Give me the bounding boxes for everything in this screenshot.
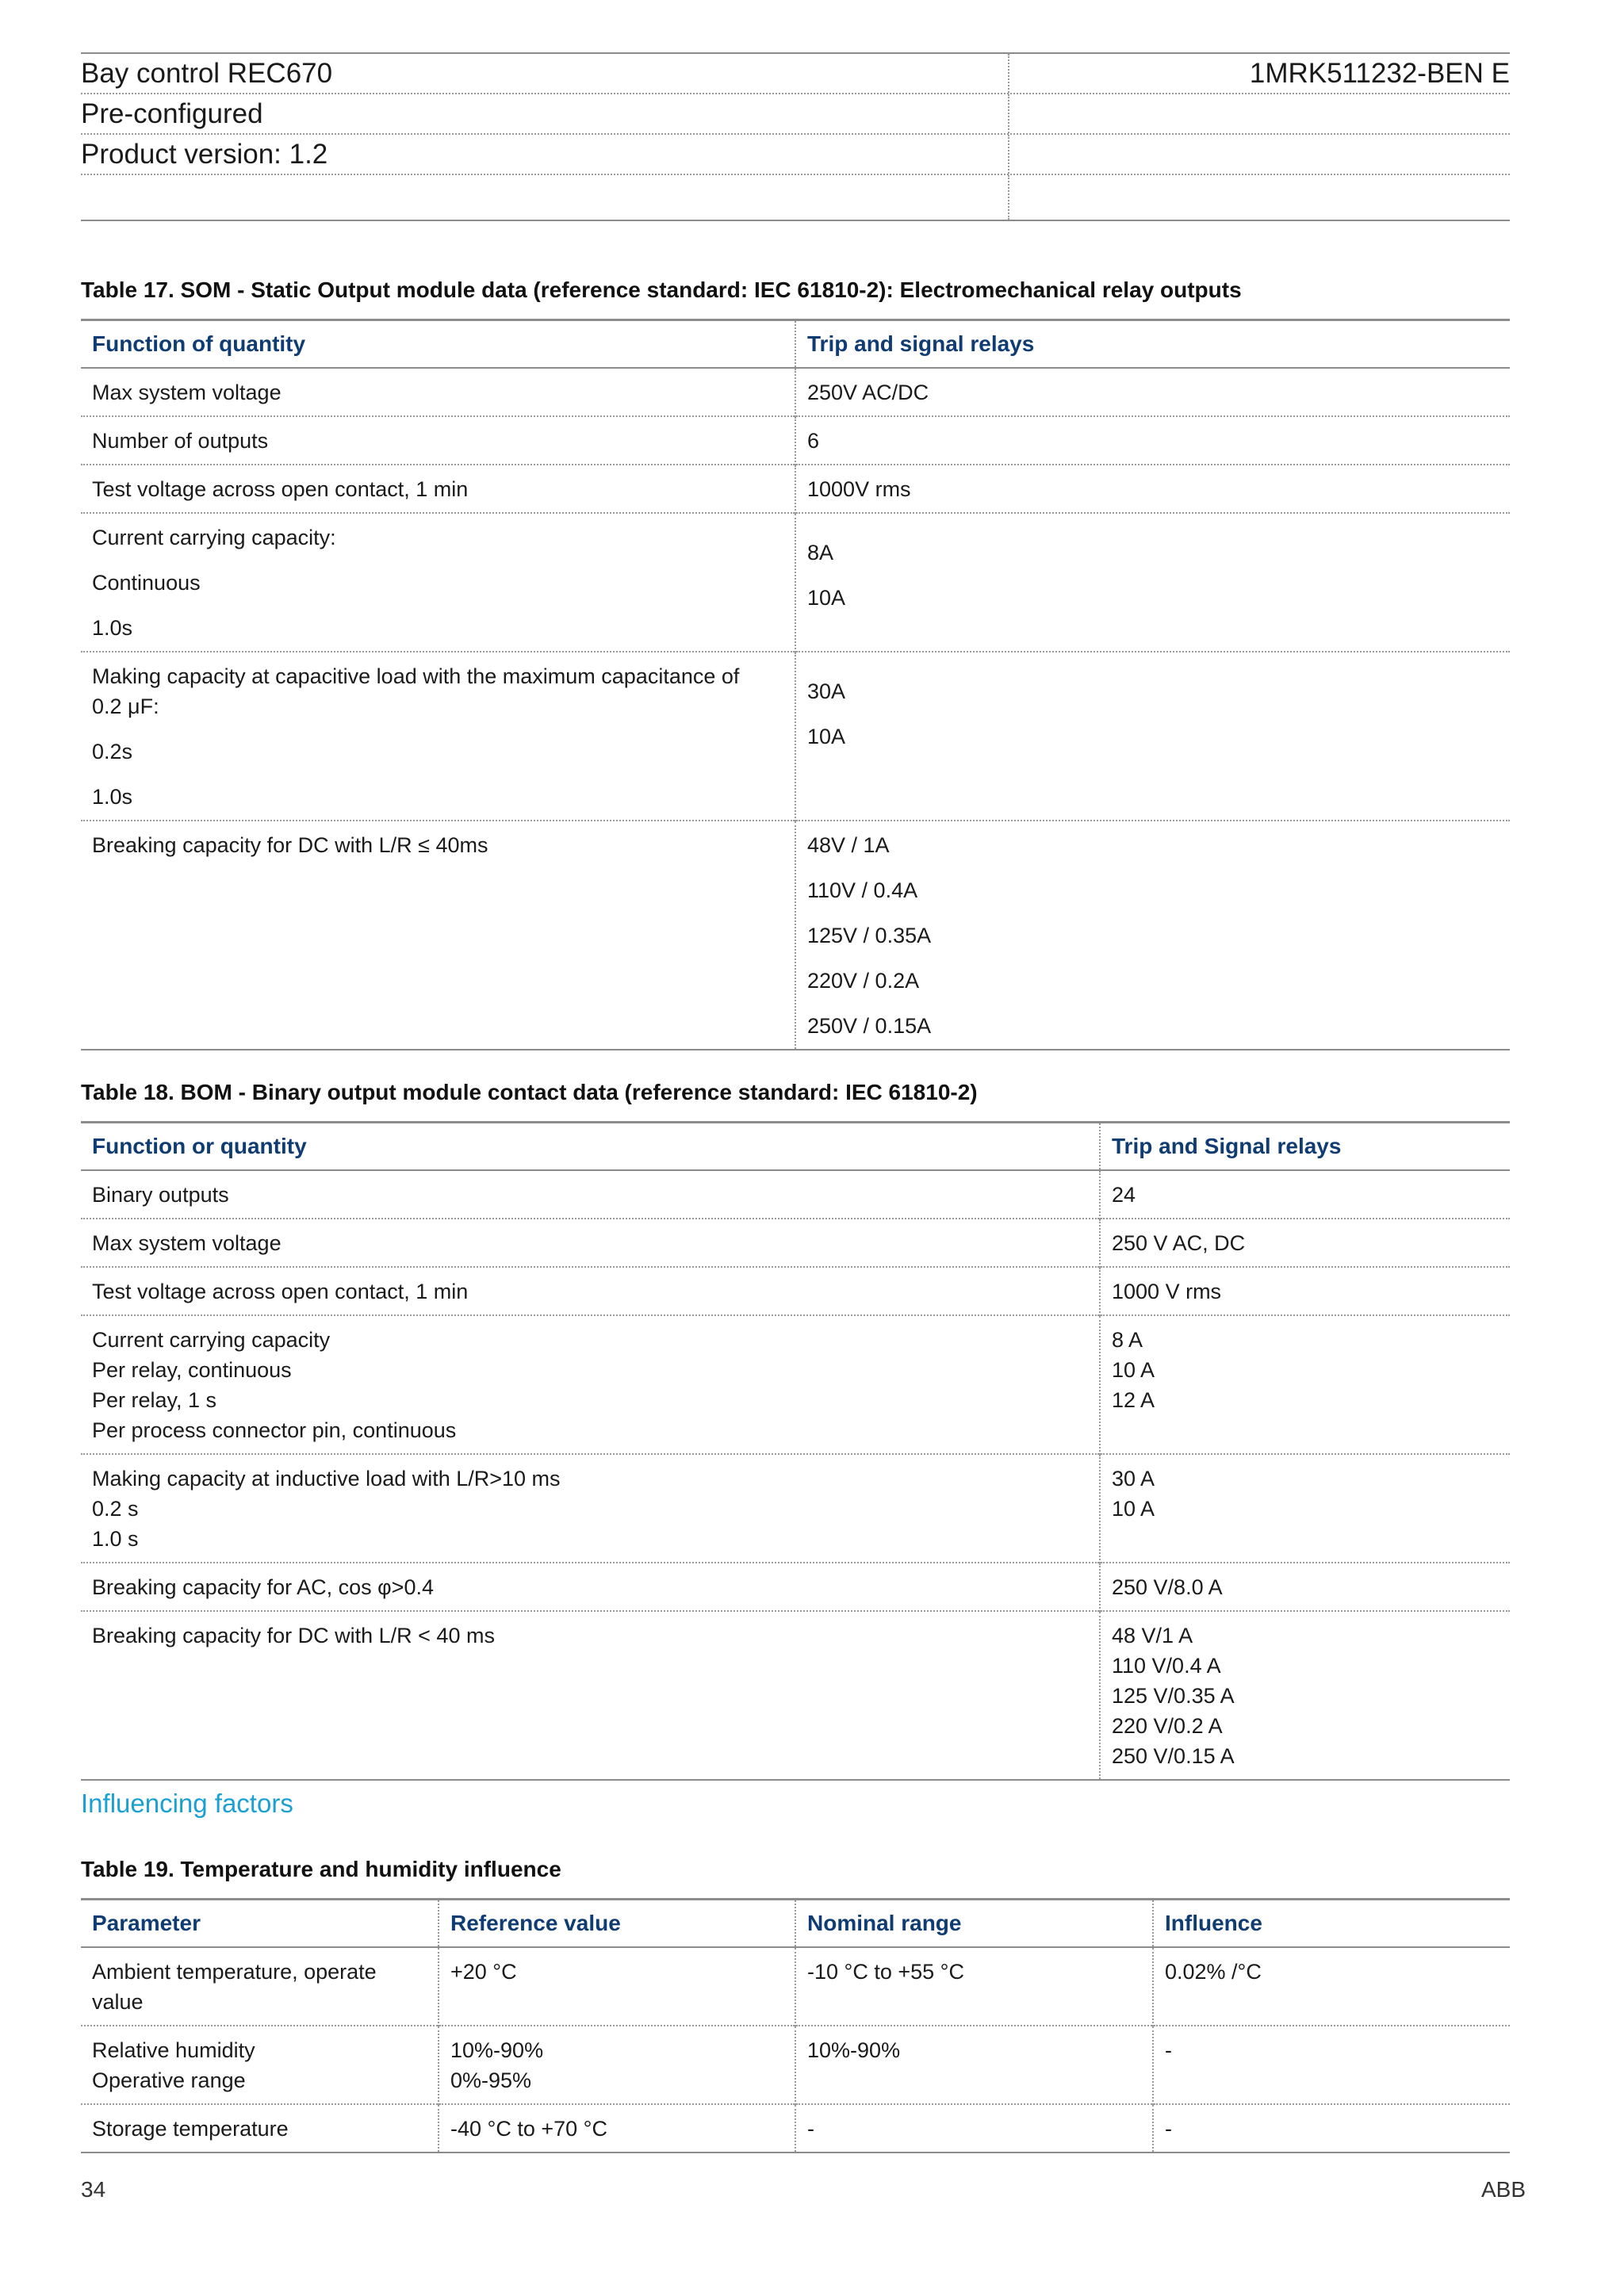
cell-line: 125 V/0.35 A [1112, 1684, 1235, 1708]
cell-line: 24 [1112, 1183, 1136, 1207]
cell-line: - [1165, 2038, 1172, 2062]
table-17-caption: Table 17. SOM - Static Output module data (reference standard: IEC 61810-2): Electromechanical relay outputs [81, 277, 1242, 302]
cell-function [81, 416, 795, 465]
cell-value [1100, 1267, 1510, 1315]
cell-line: Relative humidity [92, 2038, 255, 2062]
cell-nominal-range [795, 2104, 1153, 2152]
table-row [81, 2104, 1510, 2152]
table-row [81, 1219, 1510, 1267]
cell-value [795, 513, 1510, 652]
cell-nominal-range [795, 1947, 1153, 2026]
cell-value [795, 821, 1510, 1050]
cell-line: Storage temperature [92, 2117, 289, 2141]
line-gap [807, 905, 1499, 920]
line-gap [92, 598, 783, 613]
cell-value [1100, 1563, 1510, 1611]
cell-line: - [807, 2117, 814, 2141]
cell-line: value [92, 1990, 144, 2014]
cell-line: 220V / 0.2A [807, 969, 920, 993]
document-header [81, 52, 1510, 221]
line-gap [92, 721, 783, 737]
table-row [81, 1947, 1510, 2026]
column-header: Influence [1153, 1900, 1510, 1948]
header-cell-empty [1009, 135, 1510, 174]
cell-value [1100, 1170, 1510, 1219]
cell-line: 110V / 0.4A [807, 878, 918, 902]
cell-line: Number of outputs [92, 429, 269, 453]
cell-value [1100, 1454, 1510, 1563]
cell-line: 250 V/8.0 A [1112, 1575, 1223, 1599]
column-header: Function of quantity [92, 331, 306, 356]
table-row [81, 652, 1510, 821]
page-number: 34 [81, 2177, 106, 2202]
table-row [81, 1611, 1510, 1780]
column-header: Trip and Signal relays [1100, 1123, 1510, 1171]
cell-line: 1.0s [92, 616, 133, 640]
cell-parameter [81, 2104, 439, 2152]
table-row [81, 1315, 1510, 1454]
cell-line: Per process connector pin, continuous [92, 1418, 457, 1442]
cell-line: Max system voltage [92, 381, 282, 404]
line-gap [807, 568, 1499, 583]
cell-line: Making capacity at capacitive load with the maximum capacitance of [92, 664, 740, 688]
cell-nominal-range [795, 2026, 1153, 2104]
cell-line: 250V AC/DC [807, 381, 929, 404]
cell-line: 8 A [1112, 1328, 1143, 1352]
cell-function [81, 1219, 1100, 1267]
cell-line: Current carrying capacity [92, 1328, 331, 1352]
cell-line: 48 V/1 A [1112, 1624, 1193, 1647]
cell-line: 10 A [1112, 1358, 1155, 1382]
document-id: 1MRK511232-BEN E [1249, 58, 1510, 89]
cell-value [795, 652, 1510, 821]
cell-line: 0.2s [92, 740, 133, 763]
cell-line: 1.0 s [92, 1527, 139, 1551]
cell-line: Current carrying capacity: [92, 526, 336, 549]
cell-line: Per relay, continuous [92, 1358, 292, 1382]
table-19-temperature-humidity [81, 1898, 1510, 2153]
cell-line: 10A [807, 586, 846, 610]
table-row [81, 368, 1510, 416]
cell-line: 250 V AC, DC [1112, 1231, 1246, 1255]
table-row [81, 1170, 1510, 1219]
table-row [81, 1267, 1510, 1315]
header-cell-empty [1009, 175, 1510, 220]
header-row [81, 54, 1510, 94]
cell-line: 10%-90% [450, 2038, 544, 2062]
cell-parameter [81, 1947, 439, 2026]
cell-function [81, 821, 795, 1050]
cell-line: - [1165, 2117, 1172, 2141]
cell-line: 12 A [1112, 1388, 1155, 1412]
cell-line: 30A [807, 679, 846, 703]
line-gap [92, 553, 783, 568]
line-gap [807, 661, 1499, 676]
product-subtitle: Pre-configured [81, 94, 1009, 133]
product-version: Product version: 1.2 [81, 135, 1009, 174]
cell-line: 8A [807, 541, 834, 564]
cell-line: 10A [807, 725, 846, 748]
cell-function [81, 368, 795, 416]
table-row [81, 1563, 1510, 1611]
cell-value [1100, 1611, 1510, 1780]
cell-function [81, 1611, 1100, 1780]
cell-function [81, 465, 795, 513]
cell-line: 48V / 1A [807, 833, 890, 857]
cell-line: 1.0s [92, 785, 133, 809]
section-heading: Influencing factors [81, 1789, 293, 1818]
cell-reference [439, 1947, 795, 2026]
cell-line: 6 [807, 429, 820, 453]
table-row [81, 2026, 1510, 2104]
table-row [81, 465, 1510, 513]
cell-line: 10 A [1112, 1497, 1155, 1521]
page [81, 52, 1510, 2141]
cell-function [81, 1454, 1100, 1563]
line-gap [807, 996, 1499, 1011]
column-header: Nominal range [795, 1900, 1153, 1948]
table-header-row [81, 1900, 1510, 1948]
cell-function [81, 513, 795, 652]
cell-line: 0.2 μF: [92, 695, 159, 718]
cell-influence [1153, 2026, 1510, 2104]
cell-line: 1000 V rms [1112, 1280, 1222, 1303]
cell-function [81, 1315, 1100, 1454]
table-19-caption: Table 19. Temperature and humidity influence [81, 1857, 561, 1881]
cell-line: -10 °C to +55 °C [807, 1960, 964, 1984]
cell-line: Test voltage across open contact, 1 min [92, 477, 469, 501]
cell-line: -40 °C to +70 °C [450, 2117, 607, 2141]
line-gap [807, 860, 1499, 875]
cell-line: 10%-90% [807, 2038, 901, 2062]
table-header-row [81, 320, 1510, 369]
cell-line: Operative range [92, 2068, 246, 2092]
header-row [81, 135, 1510, 175]
cell-line: Continuous [92, 571, 201, 595]
cell-line: +20 °C [450, 1960, 517, 1984]
table-18-caption: Table 18. BOM - Binary output module contact data (reference standard: IEC 61810-2) [81, 1080, 978, 1104]
cell-line: 125V / 0.35A [807, 924, 932, 947]
cell-line: 0.02% /°C [1165, 1960, 1262, 1984]
cell-function [81, 1563, 1100, 1611]
table-18-bom [81, 1121, 1510, 1781]
column-header: Parameter [92, 1911, 201, 1935]
cell-function [81, 1267, 1100, 1315]
cell-line: 30 A [1112, 1467, 1155, 1490]
cell-line: Max system voltage [92, 1231, 282, 1255]
cell-value [795, 368, 1510, 416]
header-cell-empty [1009, 94, 1510, 133]
cell-value [795, 465, 1510, 513]
table-row [81, 513, 1510, 652]
column-header: Reference value [439, 1900, 795, 1948]
cell-parameter [81, 2026, 439, 2104]
cell-line: Breaking capacity for DC with L/R < 40 ms [92, 1624, 495, 1647]
cell-line: 220 V/0.2 A [1112, 1714, 1223, 1738]
cell-line: Breaking capacity for AC, cos φ>0.4 [92, 1575, 434, 1599]
column-header: Trip and signal relays [795, 320, 1510, 369]
line-gap [92, 767, 783, 782]
cell-influence [1153, 2104, 1510, 2152]
cell-reference [439, 2104, 795, 2152]
cell-value [1100, 1219, 1510, 1267]
line-gap [807, 951, 1499, 966]
cell-line: Binary outputs [92, 1183, 229, 1207]
cell-line: Ambient temperature, operate [92, 1960, 377, 1984]
table-17-som [81, 319, 1510, 1050]
cell-line: 1000V rms [807, 477, 911, 501]
cell-influence [1153, 1947, 1510, 2026]
cell-line: Per relay, 1 s [92, 1388, 217, 1412]
cell-line: 250 V/0.15 A [1112, 1744, 1235, 1768]
cell-reference [439, 2026, 795, 2104]
cell-function [81, 1170, 1100, 1219]
cell-value [795, 416, 1510, 465]
header-cell-empty [81, 175, 1009, 220]
cell-line: 110 V/0.4 A [1112, 1654, 1221, 1678]
table-row [81, 821, 1510, 1050]
cell-line: Making capacity at inductive load with L/R>10 ms [92, 1467, 561, 1490]
column-header: Function or quantity [92, 1134, 307, 1158]
table-row [81, 416, 1510, 465]
cell-line: 0%-95% [450, 2068, 532, 2092]
line-gap [807, 706, 1499, 721]
line-gap [807, 522, 1499, 538]
table-header-row [81, 1123, 1510, 1171]
cell-line: Test voltage across open contact, 1 min [92, 1280, 469, 1303]
cell-value [1100, 1315, 1510, 1454]
cell-line: 0.2 s [92, 1497, 139, 1521]
brand-name: ABB [1480, 2177, 1526, 2202]
cell-line: Breaking capacity for DC with L/R ≤ 40ms [92, 833, 488, 857]
table-row [81, 1454, 1510, 1563]
product-title: Bay control REC670 [81, 54, 1009, 93]
cell-line: 250V / 0.15A [807, 1014, 932, 1038]
header-row [81, 175, 1510, 220]
cell-function [81, 652, 795, 821]
header-row [81, 94, 1510, 135]
